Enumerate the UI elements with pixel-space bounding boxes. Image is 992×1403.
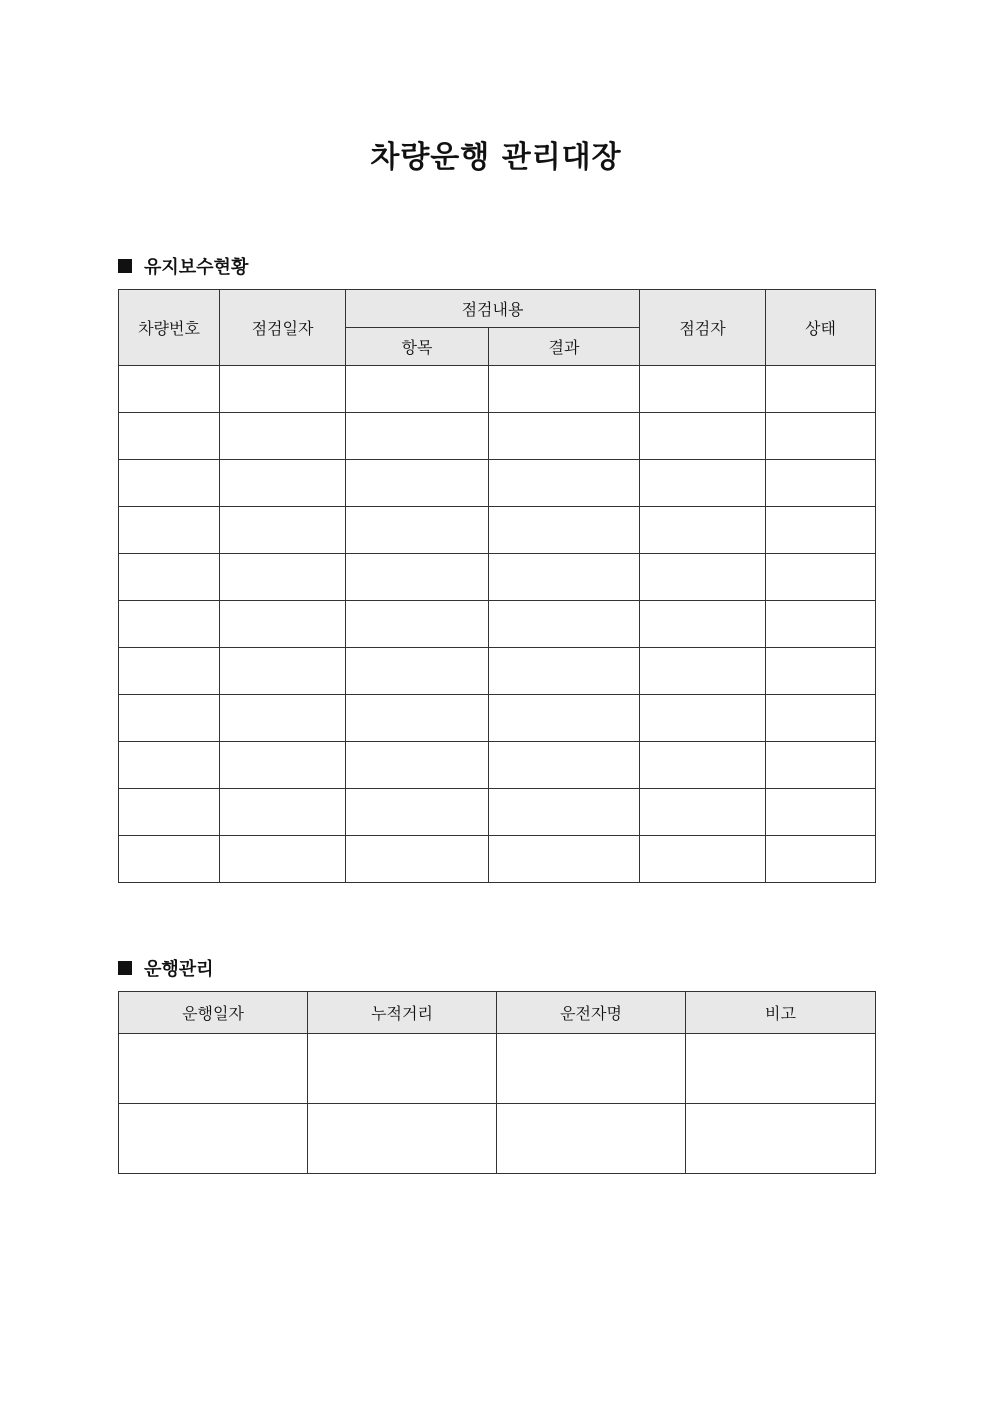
- section-heading-maintenance: [118, 253, 248, 279]
- header-status: 상태: [766, 290, 876, 366]
- table-cell[interactable]: [119, 836, 220, 883]
- table-cell[interactable]: [640, 836, 766, 883]
- table-cell[interactable]: [489, 789, 640, 836]
- header-item: 항목: [346, 328, 489, 366]
- table-cell[interactable]: [489, 554, 640, 601]
- table-row: [119, 648, 876, 695]
- table-cell[interactable]: [220, 554, 346, 601]
- table-cell[interactable]: [489, 648, 640, 695]
- table-cell[interactable]: [119, 742, 220, 789]
- table-cell[interactable]: [220, 507, 346, 554]
- table-cell[interactable]: [640, 413, 766, 460]
- table-row: [119, 507, 876, 554]
- table-cell[interactable]: [308, 1104, 497, 1174]
- table-cell[interactable]: [346, 789, 489, 836]
- table-cell[interactable]: [640, 507, 766, 554]
- table-row: [119, 1034, 876, 1104]
- table-cell[interactable]: [308, 1034, 497, 1104]
- page-title: 차량운행 관리대장: [370, 140, 622, 175]
- table-cell[interactable]: [119, 507, 220, 554]
- table-row: [119, 695, 876, 742]
- table-cell[interactable]: [220, 601, 346, 648]
- section-heading-label: 유지보수현황: [144, 257, 249, 278]
- header-remarks: 비고: [686, 992, 876, 1034]
- table-cell[interactable]: [220, 789, 346, 836]
- table-cell[interactable]: [766, 601, 876, 648]
- table-cell[interactable]: [119, 601, 220, 648]
- square-bullet-icon: [118, 961, 132, 975]
- table-cell[interactable]: [119, 1104, 308, 1174]
- table-cell[interactable]: [497, 1034, 686, 1104]
- table-cell[interactable]: [119, 554, 220, 601]
- table-cell[interactable]: [686, 1034, 876, 1104]
- table-cell[interactable]: [220, 366, 346, 413]
- table-row: [119, 601, 876, 648]
- table-cell[interactable]: [346, 460, 489, 507]
- table-cell[interactable]: [346, 366, 489, 413]
- table-row: [119, 554, 876, 601]
- table-cell[interactable]: [489, 601, 640, 648]
- table-row: [119, 1104, 876, 1174]
- table-cell[interactable]: [346, 413, 489, 460]
- table-cell[interactable]: [766, 507, 876, 554]
- table-cell[interactable]: [640, 601, 766, 648]
- table-cell[interactable]: [640, 789, 766, 836]
- table-cell[interactable]: [766, 413, 876, 460]
- table-cell[interactable]: [119, 460, 220, 507]
- table-cell[interactable]: [497, 1104, 686, 1174]
- header-inspection-content: 점검내용: [346, 290, 640, 328]
- table-cell[interactable]: [686, 1104, 876, 1174]
- table-cell[interactable]: [119, 789, 220, 836]
- table-cell[interactable]: [220, 460, 346, 507]
- table-cell[interactable]: [766, 789, 876, 836]
- table-row: [119, 460, 876, 507]
- table-cell[interactable]: [346, 554, 489, 601]
- section-heading-operation: [118, 955, 214, 981]
- table-cell[interactable]: [640, 648, 766, 695]
- table-cell[interactable]: [766, 648, 876, 695]
- header-result: 결과: [489, 328, 640, 366]
- maintenance-table: [118, 289, 876, 883]
- table-cell[interactable]: [220, 836, 346, 883]
- table-cell[interactable]: [220, 695, 346, 742]
- table-cell[interactable]: [640, 695, 766, 742]
- header-vehicle-no: 차량번호: [119, 290, 220, 366]
- operation-table: [118, 991, 876, 1174]
- table-row: [119, 413, 876, 460]
- square-bullet-icon: [118, 259, 132, 273]
- table-cell[interactable]: [640, 366, 766, 413]
- table-row: [119, 366, 876, 413]
- table-cell[interactable]: [119, 648, 220, 695]
- header-cumulative-distance: 누적거리: [308, 992, 497, 1034]
- table-cell[interactable]: [766, 742, 876, 789]
- header-inspection-date: 점검일자: [220, 290, 346, 366]
- table-cell[interactable]: [220, 413, 346, 460]
- header-drive-date: 운행일자: [119, 992, 308, 1034]
- table-cell[interactable]: [766, 695, 876, 742]
- table-cell[interactable]: [766, 460, 876, 507]
- table-cell[interactable]: [119, 1034, 308, 1104]
- header-inspector: 점검자: [640, 290, 766, 366]
- table-cell[interactable]: [489, 836, 640, 883]
- header-driver-name: 운전자명: [497, 992, 686, 1034]
- table-cell[interactable]: [489, 366, 640, 413]
- table-cell[interactable]: [766, 366, 876, 413]
- table-cell[interactable]: [766, 836, 876, 883]
- table-cell[interactable]: [346, 507, 489, 554]
- table-cell[interactable]: [640, 554, 766, 601]
- table-row: [119, 836, 876, 883]
- table-cell[interactable]: [346, 742, 489, 789]
- table-cell[interactable]: [489, 742, 640, 789]
- table-cell[interactable]: [489, 460, 640, 507]
- table-cell[interactable]: [119, 366, 220, 413]
- section-heading-label: 운행관리: [144, 959, 214, 980]
- table-cell[interactable]: [489, 695, 640, 742]
- table-cell[interactable]: [346, 601, 489, 648]
- table-cell[interactable]: [346, 695, 489, 742]
- table-cell[interactable]: [346, 648, 489, 695]
- table-cell[interactable]: [640, 742, 766, 789]
- table-cell[interactable]: [766, 554, 876, 601]
- table-cell[interactable]: [220, 742, 346, 789]
- table-cell[interactable]: [220, 648, 346, 695]
- table-row: [119, 742, 876, 789]
- table-cell[interactable]: [489, 413, 640, 460]
- table-cell[interactable]: [640, 460, 766, 507]
- table-row: [119, 789, 876, 836]
- table-cell[interactable]: [119, 413, 220, 460]
- table-cell[interactable]: [119, 695, 220, 742]
- table-cell[interactable]: [346, 836, 489, 883]
- table-cell[interactable]: [489, 507, 640, 554]
